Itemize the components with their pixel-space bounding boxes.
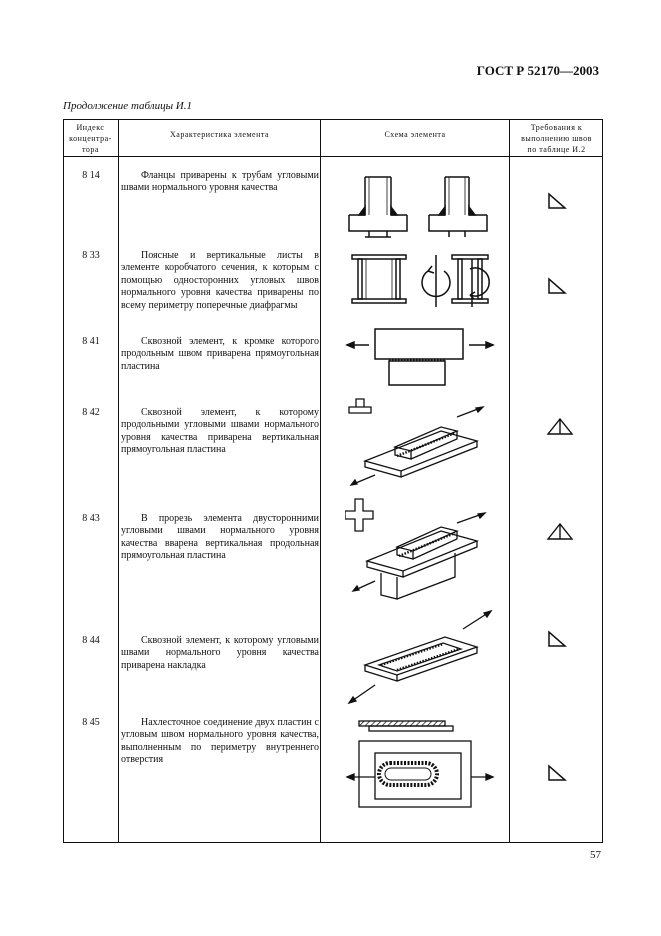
cross-attachment-scheme-icon [345,497,495,607]
right-triangle-icon [547,277,567,295]
cover-plate-scheme-icon [345,607,495,707]
header-scheme: Схема элемента [384,130,446,139]
row-index: 8 44 [82,635,100,646]
row-index: 8 45 [82,717,100,728]
document-code: ГОСТ Р 52170—2003 [476,63,599,78]
header-requirements-line: Требования к [530,123,583,132]
column-divider [118,119,119,843]
header-characteristic: Характеристика элемента [169,130,269,139]
row-description: Сквозной элемент, к кромке которого продольным швом приварена прямоугольная пластина [121,336,319,372]
row-description: Сквозной элемент, к которому угловыми швами нормального уровня качества приварена накладка [121,635,319,671]
header-requirements [510,122,603,155]
column-divider [320,119,321,843]
right-triangle-icon [547,192,567,210]
header-requirements-line: выполнению швов [521,134,592,143]
row-description: В прорезь элемента двусторонними угловыми швами нормального уровня качества вварена вертикальная продольная прямоугольная пластина [121,513,319,562]
row-index: 8 41 [82,336,100,347]
header-divider [63,156,603,157]
column-divider [509,119,510,843]
right-triangle-icon [547,630,567,648]
row-description: Поясные и вертикальные листы в элементе коробчатого сечения, к которым с помощью односторонних угловых швов нормального уровня качества приварены по всему периметру поперечные диафрагмы [121,250,319,311]
header-requirements-line: по таблице И.2 [527,145,586,154]
edge-plate-scheme-icon [345,325,495,387]
header-index-line: тора [82,145,99,154]
table-continuation-label: Продолжение таблицы И.1 [63,100,192,112]
isosceles-triangle-icon [545,416,575,436]
concentrator-table [63,119,603,843]
page-number: 57 [590,849,601,861]
header-index-line: концентра- [69,134,112,143]
right-triangle-icon [547,764,567,782]
header-index [63,122,118,155]
row-description: Фланцы приварены к трубам угловыми швами нормального уровня качества [121,170,319,194]
row-index: 8 43 [82,513,100,524]
row-description: Сквозной элемент, к которому продольными угловыми швами нормального уровня качества приварена вертикальная прямоугольная пластина [121,407,319,456]
header-index-line: Индекс [76,123,105,132]
isosceles-triangle-icon [545,521,575,541]
row-description: Нахлесточное соединение двух пластин с угловым швом нормального уровня качества, выполненным по периметру внутреннего отверстия [121,717,319,766]
row-index: 8 42 [82,407,100,418]
row-index: 8 33 [82,250,100,261]
box-section-scheme-icon [348,251,498,311]
lap-joint-scheme-icon [345,717,495,817]
flanged-pipes-scheme-icon [345,175,495,241]
row-index: 8 14 [82,170,100,181]
t-attachment-scheme-icon [345,397,495,487]
